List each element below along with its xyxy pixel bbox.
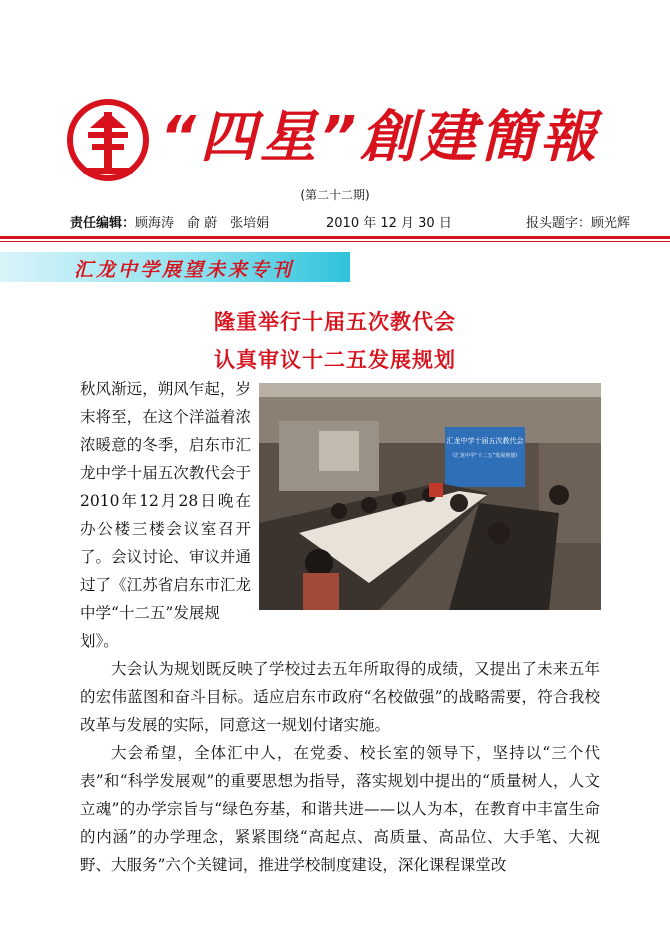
issue-number: (第二十二期) <box>300 188 370 202</box>
photo-screen-subtitle: 《汇龙中学“十二五”发展规划》 <box>449 453 521 459</box>
editors-names: 顾海涛 俞 蔚 张培娟 <box>135 216 270 231</box>
paragraph-intro: 秋风渐远，朔风乍起，岁末将至，在这个洋溢着浓浓暖意的冬季，启东市汇龙中学十届五次教代会于2010年12月28日晚在办公楼三楼会议室召开了。会议讨论、审议并通过了《江苏省启东市汇龙中学“十二五”发展规 <box>80 380 251 622</box>
paragraph-expectations: 大会希望，全体汇中人，在党委、校长室的领导下，坚持以“三个代表”和“科学发展观”的重要思想为指导，落实规划中提出的“质量树人，人文立魂”的办学宗旨与“绿色夯基，和谐共进——以人为本，在教育中丰富生命的内涵”的办学理念，紧紧围绕“高起点、高质量、高品位、大手笔、大视野、大服务”六个关键词，推进学校制度建设，深化课程课堂改 <box>80 744 600 874</box>
header-divider <box>0 236 670 239</box>
editors <box>70 212 269 231</box>
headline-secondary: 认真审议十二五发展规划 <box>214 348 456 372</box>
banner-text: 汇龙中学展望未来专刊 <box>74 259 295 281</box>
title-credit: 报头题字：顾光辉 <box>525 216 630 231</box>
credits-line <box>70 212 630 232</box>
editors-label: 责任编辑： <box>70 216 136 231</box>
header-divider-thin <box>0 241 670 242</box>
masthead-title: “四星”創建簡報 <box>160 105 601 170</box>
school-emblem-icon <box>66 98 150 182</box>
special-issue-banner <box>0 252 350 282</box>
issue-date: 2010 年 12 月 30 日 <box>326 216 452 231</box>
paragraph-intro-tail: 划》。 <box>80 632 119 650</box>
meeting-photo <box>259 383 601 610</box>
paragraph-assessment: 大会认为规划既反映了学校过去五年所取得的成绩，又提出了未来五年的宏伟蓝图和奋斗目标。适应启东市政府“名校做强”的战略需要，符合我校改革与发展的实际，同意这一规划付诸实施。 <box>80 660 600 734</box>
headline-primary: 隆重举行十届五次教代会 <box>214 310 456 334</box>
photo-screen-title: 汇龙中学十届五次教代会 <box>446 437 524 445</box>
